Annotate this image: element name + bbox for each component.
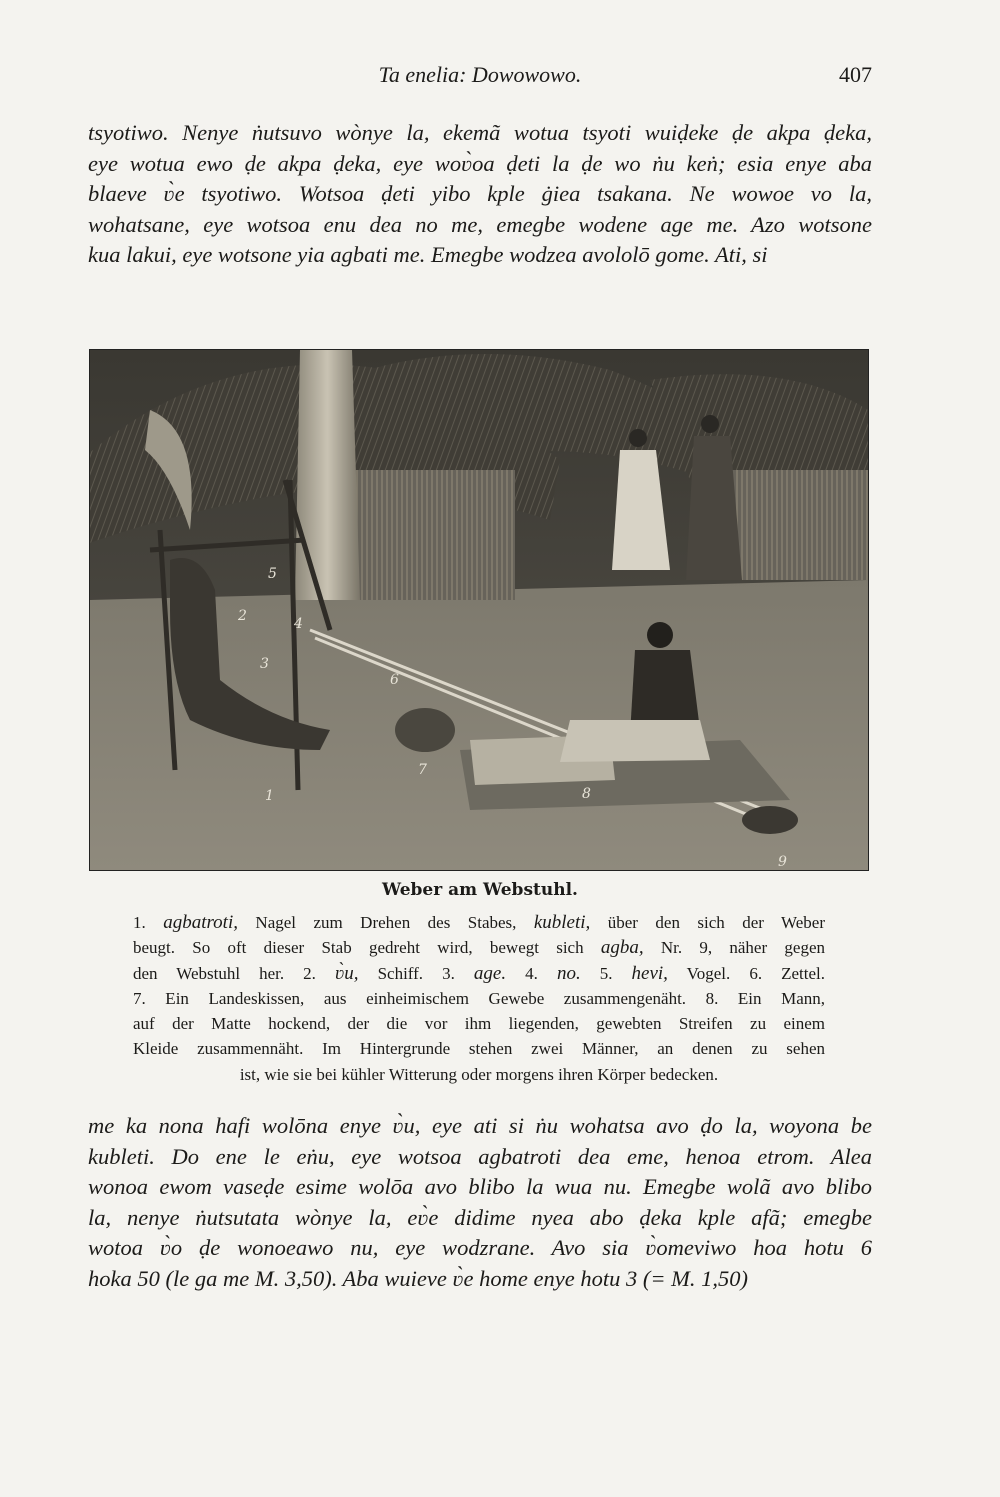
text-line: wotoa ʋ̀o ḍe wonoeawo nu, eye wodzrane. Avo sia ʋ̀omeviwo hoa hotu 6 [88,1235,872,1260]
text-line: wohatsane, eye wotsoa enu dea no me, emegbe wodene age me. Azo wotsone [88,211,872,237]
caption-fragment: 5. [580,963,632,983]
palm-trunk [295,350,360,600]
hut-wall-right [720,470,868,580]
label-3: 3 [260,656,269,672]
caption-fragment: den Webstuhl her. 2. [133,963,335,983]
label-8: 8 [582,786,591,802]
label-5: 5 [268,566,277,582]
agba-weight [742,806,798,834]
figure-caption [133,910,825,1087]
caption-term: kubleti, [533,912,591,933]
label-4: 4 [294,616,303,632]
caption-fragment: 1. [133,913,164,932]
label-7: 7 [418,762,427,778]
caption-term: agba, [600,937,644,959]
paragraph-top [88,118,872,271]
caption-line [133,961,825,986]
text-line: la, nenye ṅutsutata wònye la, eʋ̀e didime nyea abo ḍeka kple afã; emegbe [88,1204,872,1230]
caption-term: age. [473,962,507,984]
running-title: Ta enelia: Dowowowo. [378,62,582,87]
text-line: blaeve ʋ̀e tsyotiwo. Wotsoa ḍeti yibo kple ġiea tsakana. Ne wowoe vo la, [88,181,872,206]
caption-fragment: ist, wie sie bei kühler Witterung oder morgens ihren Körper bedecken. [239,1064,719,1084]
caption-line [133,935,825,960]
text-line: tsyotiwo. Nenye ṅutsuvo wònye la, ekemã wotua tsyoti wuiḍeke ḍe akpa ḍeka, [88,120,872,145]
caption-fragment: Kleide zusammennäht. Im Hintergrunde stehen zwei Männer, an denen zu sehen [133,1039,825,1059]
caption-term: agbatroti, [163,912,238,933]
text-line: wonoa ewom vaseḍe esime wolōa avo blibo la wua nu. Emegbe wolã avo blibo [88,1174,872,1199]
caption-fragment: auf der Matte hockend, der die vor ihm liegenden, gewebten Streifen zu einem [133,1014,825,1034]
label-1: 1 [265,788,274,804]
caption-line [133,1062,825,1087]
caption-line [133,910,825,935]
page-number: 407 [839,62,872,87]
label-2: 2 [238,608,247,624]
paragraph-bottom [88,1111,872,1294]
hut-wall-center [345,470,515,600]
caption-term: hevi, [631,962,668,984]
loom-photograph [89,349,869,871]
caption-term: ʋ̀u, [334,962,359,984]
caption-fragment: Schiff. 3. [358,963,474,983]
caption-term: no. [556,962,581,984]
caption-fragment: Vogel. 6. Zettel. [667,963,826,983]
label-9: 9 [778,854,787,870]
caption-fragment: Nr. 9, näher gegen [643,938,825,958]
text-line: eye wotua ewo ḍe akpa ḍeka, eye woʋ̀oa ḍeti la ḍe wo ṅu keṅ; esia enye aba [88,150,872,176]
text-line: me ka nona hafi wolōna enye ʋ̀u, eye ati si ṅu wohatsa avo ḍo la, woyona be [88,1113,872,1138]
caption-fragment: beugt. So oft dieser Stab gedreht wird, bewegt sich [133,938,601,958]
text-line: kua lakui, eye wotsone yia agbati me. Emegbe wodzea avololō gome. Ati, si [88,242,768,267]
cushion [395,708,455,752]
caption-fragment: Nagel zum Drehen des Stabes, [237,913,534,932]
figure-caption-title: Weber am Webstuhl. [382,880,578,900]
caption-fragment: über den sich der Weber [590,913,825,932]
caption-line [133,986,825,1011]
page-header [88,62,872,92]
caption-line [133,1036,825,1061]
text-line: kubleti. Do ene le eṅu, eye wotsoa agbatroti dea eme, henoa etrom. Alea [88,1143,872,1169]
label-6: 6 [390,672,399,688]
text-line: hoka 50 (le ga me M. 3,50). Aba wuieve ʋ̀e home enye hotu 3 (= M. 1,50) [88,1265,748,1291]
caption-fragment: 4. [506,963,557,983]
caption-fragment: 7. Ein Landeskissen, aus einheimischem Gewebe zusammengenäht. 8. Ein Mann, [133,988,825,1008]
caption-line [133,1011,825,1036]
